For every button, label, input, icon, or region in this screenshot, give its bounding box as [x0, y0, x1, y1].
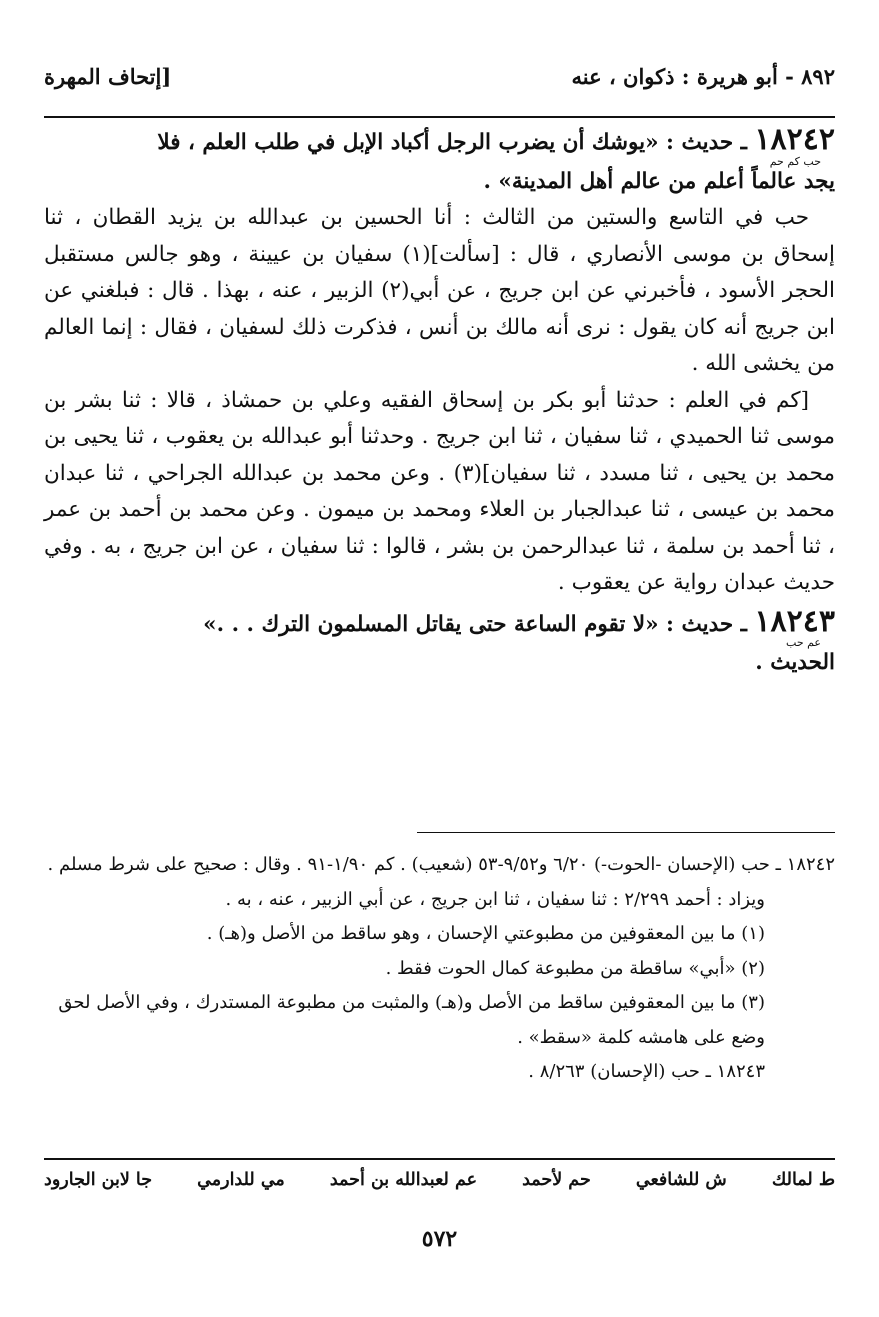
legend-item: ش للشافعي: [635, 1170, 727, 1190]
isnad-paragraph-2: [كم في العلم : حدثنا أبو بكر بن إسحاق الفقيه وعلي بن حمشاذ ، قالا : ثنا بشر بن موسى ثنا الحميدي ، ثنا سفيان ، ثنا ابن جريج . وحدثنا أبو عبدالله بن يعقوب ، ثنا يحيى بن محمد بن يحيى ، ثنا مسدد ، ثنا سفيان](٣) . وعن محمد بن عبدالله الجراحي ، ثنا عبدان محمد بن عيسى ، ثنا عبدالجبار بن العلاء ومحمد بن ميمون . وعن محمد بن أحمد بن عمر ، ثنا أحمد بن سلمة ، ثنا عبدالرحمن بن بشر ، قالوا : ثنا سفيان ، عن ابن جريج ، به . وفي حديث عبدان رواية عن يعقوب .: [44, 387, 835, 595]
abbreviation-legend: [44, 1170, 835, 1190]
footnote-source-18242: ١٨٢٤٢ ـ حب (الإحسان -الحوت-) ٦/٢٠ و٩/٥٢-٥٣ (شعيب) . كم ١/٩٠-٩١ . وقال : صحيح على شرط مسلم .: [47, 854, 835, 875]
running-header: [44, 64, 835, 100]
isnad-paragraph: حب في التاسع والستين من الثالث : أنا الحسين بن عبدالله بن يزيد القطان ، ثنا إسحاق بن موسى الأنصاري ، قال : [سألت](١) سفيان بن عيينة ، وهو جالس مستقبل الحجر الأسود ، فأخبرني عن ابن جريج ، عن أبي(٢) الزبير ، عنه ، بهذا . قال : فبلغني عن ابن جريج أنه كان يقول : نرى أنه مالك بن أنس ، فذكرت ذلك لسفيان ، فقال : إنما العالم من يخشى الله .: [44, 205, 836, 376]
hadith-title-continuation: يجد عالماً أعلم من عالم أهل المدينة» .: [483, 168, 835, 194]
hadith-title: ـ حديث : «لا تقوم الساعة حتى يقاتل المسلمون الترك . . .»: [203, 611, 755, 637]
footnotes: [44, 848, 835, 1090]
footnote-2: (٢) «أبي» ساقطة من مطبوعة كمال الحوت فقط .: [385, 957, 765, 979]
footnote-3: (٣) ما بين المعقوفين ساقط من الأصل و(هـ) والمثبت من مطبوعة المستدرك ، وفي الأصل لحق وضع على هامشه كلمة «سقط» .: [58, 992, 765, 1048]
main-text: [44, 122, 835, 682]
legend-item: مي للدارمي: [197, 1170, 285, 1190]
footnote-divider: [417, 832, 835, 833]
source-tags: عم حب: [786, 636, 821, 649]
source-tags: حب كم حم: [769, 154, 821, 168]
header-book-title: [إتحاف المهرة: [44, 64, 172, 89]
legend-item: جا لابن الجارود: [44, 1170, 153, 1190]
header-divider: [44, 116, 835, 118]
legend-divider: [44, 1158, 835, 1160]
hadith-number: ١٨٢٤٢: [754, 122, 835, 157]
footnote-source-18243: ١٨٢٤٣ ـ حب (الإحسان) ٨/٢٦٣ .: [528, 1061, 765, 1082]
footnote-additional: ويزاد : أحمد ٢/٢٩٩ : ثنا سفيان ، ثنا ابن جريج ، عن أبي الزبير ، عنه ، به .: [225, 888, 765, 910]
legend-item: ط لمالك: [771, 1170, 835, 1190]
hadith-entry-18242: [44, 122, 835, 168]
page-number: ٥٧٢: [421, 1226, 458, 1252]
header-chapter-title: ٨٩٢ - أبو هريرة : ذكوان ، عنه: [571, 64, 835, 89]
footnote-1: (١) ما بين المعقوفين من مطبوعتي الإحسان ، وهو ساقط من الأصل و(هـ) .: [206, 923, 765, 944]
legend-item: عم لعبدالله بن أحمد: [329, 1170, 478, 1190]
legend-item: حم لأحمد: [522, 1170, 591, 1190]
hadith-title-continuation: الحديث .: [755, 650, 835, 675]
hadith-title: ـ حديث : «يوشك أن يضرب الرجل أكباد الإبل في طلب العلم ، فلا: [157, 130, 755, 155]
hadith-number: ١٨٢٤٣: [754, 603, 835, 639]
